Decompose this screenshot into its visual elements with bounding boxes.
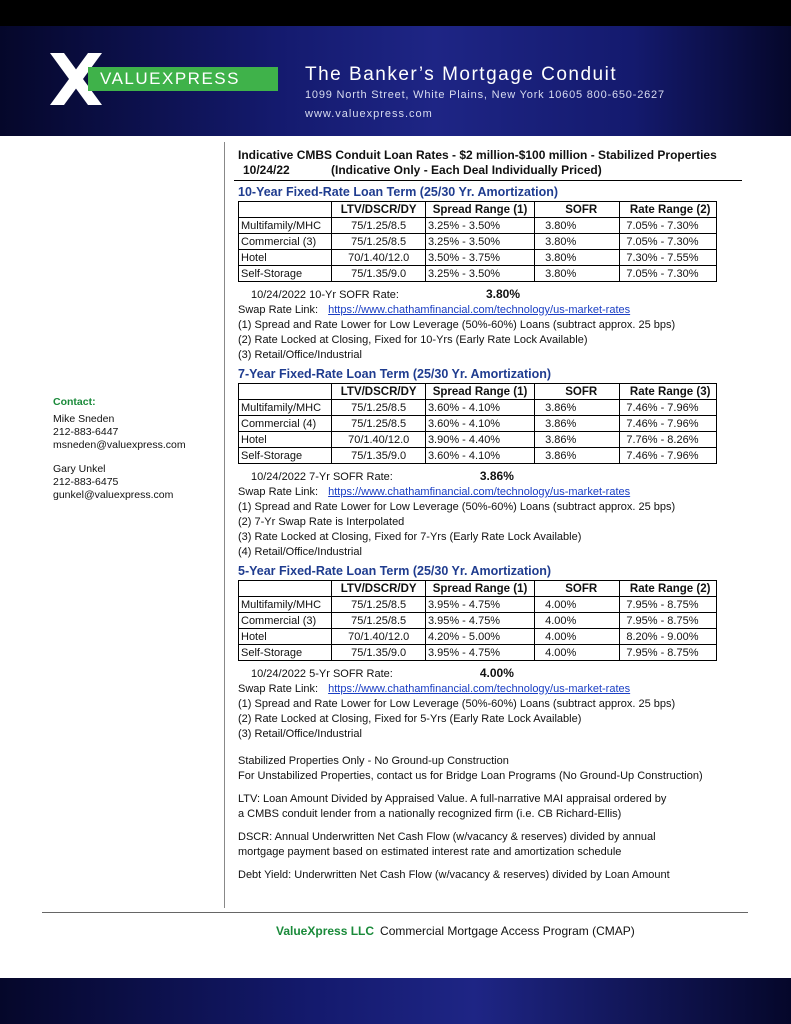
contact-email[interactable]: msneden@valuexpress.com <box>53 439 186 451</box>
cell-ltv-dscr-dy: 75/1.35/9.0 <box>332 448 426 464</box>
doc-subtitle: (Indicative Only - Each Deal Individually Priced) <box>331 163 602 177</box>
swap-rate-label: Swap Rate Link: <box>238 486 319 498</box>
note-line: (2) Rate Locked at Closing, Fixed for 10-Yrs (Early Rate Lock Available) <box>238 334 588 346</box>
main-content <box>238 148 743 891</box>
cell-ltv-dscr-dy: 75/1.25/8.5 <box>332 613 426 629</box>
contact-phone: 212-883-6447 <box>53 426 119 438</box>
header-sofr: SOFR <box>535 202 620 218</box>
swap-rate-link[interactable]: https://www.chathamfinancial.com/technology/us-market-rates <box>328 486 631 498</box>
rate-section <box>238 185 743 363</box>
table-row <box>239 416 717 432</box>
cell-sofr: 3.86% <box>535 432 620 448</box>
cell-property-type: Hotel <box>239 629 332 645</box>
cell-ltv-dscr-dy: 75/1.35/9.0 <box>332 266 426 282</box>
swap-rate-link[interactable]: https://www.chathamfinancial.com/technology/us-market-rates <box>328 304 631 316</box>
table-header-row <box>239 581 717 597</box>
note-line: (2) 7-Yr Swap Rate is Interpolated <box>238 516 405 528</box>
section-title: 7-Year Fixed-Rate Loan Term (25/30 Yr. Amortization) <box>238 367 552 381</box>
section-notes <box>238 287 743 363</box>
swap-rate-line <box>238 303 743 318</box>
cell-property-type: Multifamily/MHC <box>239 400 332 416</box>
footer-rule <box>42 912 748 913</box>
cell-sofr: 3.86% <box>535 400 620 416</box>
header-spread-range: Spread Range (1) <box>425 202 534 218</box>
cell-spread-range: 3.60% - 4.10% <box>425 448 534 464</box>
rate-section <box>238 367 743 560</box>
logo-wordmark: VALUEXPRESS <box>88 67 278 91</box>
cell-spread-range: 3.95% - 4.75% <box>425 597 534 613</box>
cell-rate-range: 7.76% - 8.26% <box>620 432 717 448</box>
cell-property-type: Multifamily/MHC <box>239 597 332 613</box>
cell-rate-range: 7.05% - 7.30% <box>620 234 717 250</box>
note-line: (3) Retail/Office/Industrial <box>238 349 362 361</box>
title-rule <box>234 180 742 181</box>
debt-yield-definition: Debt Yield: Underwritten Net Cash Flow (w/vacancy & reserves) divided by Loan Amount <box>238 869 670 881</box>
sofr-rate-label: 10/24/2022 10-Yr SOFR Rate: <box>251 289 399 301</box>
dscr-definition: DSCR: Annual Underwritten Net Cash Flow (w/vacancy & reserves) divided by annual <box>238 831 656 843</box>
header-spread-range: Spread Range (1) <box>425 384 534 400</box>
header-ltv-dscr-dy: LTV/DSCR/DY <box>332 581 426 597</box>
header-sofr: SOFR <box>535 384 620 400</box>
cell-spread-range: 4.20% - 5.00% <box>425 629 534 645</box>
header-ltv-dscr-dy: LTV/DSCR/DY <box>332 202 426 218</box>
header-website[interactable]: www.valuexpress.com <box>305 108 433 120</box>
header-rate-range: Rate Range (2) <box>620 202 717 218</box>
cell-rate-range: 7.46% - 7.96% <box>620 416 717 432</box>
cell-sofr: 3.80% <box>535 234 620 250</box>
cell-property-type: Self-Storage <box>239 266 332 282</box>
cell-sofr: 3.80% <box>535 218 620 234</box>
table-row <box>239 597 717 613</box>
dscr-definition-cont: mortgage payment based on estimated interest rate and amortization schedule <box>238 846 622 858</box>
footer-program: Commercial Mortgage Access Program (CMAP) <box>380 924 635 938</box>
cell-property-type: Commercial (3) <box>239 613 332 629</box>
cell-rate-range: 7.95% - 8.75% <box>620 645 717 661</box>
header-spread-range: Spread Range (1) <box>425 581 534 597</box>
cell-property-type: Commercial (3) <box>239 234 332 250</box>
cell-sofr: 4.00% <box>535 629 620 645</box>
cell-rate-range: 7.95% - 8.75% <box>620 613 717 629</box>
header-property-type <box>239 202 332 218</box>
cell-property-type: Self-Storage <box>239 448 332 464</box>
cell-property-type: Hotel <box>239 432 332 448</box>
ltv-definition: LTV: Loan Amount Divided by Appraised Value. A full-narrative MAI appraisal ordered by <box>238 793 667 805</box>
rate-table <box>238 383 717 464</box>
note-line: (1) Spread and Rate Lower for Low Leverage (50%-60%) Loans (subtract approx. 25 bps) <box>238 319 676 331</box>
doc-title: Indicative CMBS Conduit Loan Rates - $2 million-$100 million - Stabilized Properties <box>238 148 717 162</box>
cell-ltv-dscr-dy: 75/1.35/9.0 <box>332 645 426 661</box>
header-rate-range: Rate Range (2) <box>620 581 717 597</box>
header-rate-range: Rate Range (3) <box>620 384 717 400</box>
footer-text <box>276 924 635 938</box>
cell-property-type: Self-Storage <box>239 645 332 661</box>
table-row <box>239 432 717 448</box>
rate-sections <box>238 185 743 742</box>
rate-table <box>238 201 717 282</box>
table-row <box>239 250 717 266</box>
cell-rate-range: 7.46% - 7.96% <box>620 400 717 416</box>
sofr-rate-line <box>238 287 743 303</box>
unstabilized-note: For Unstabilized Properties, contact us for Bridge Loan Programs (No Ground-Up Construction) <box>238 770 703 782</box>
swap-rate-line <box>238 682 743 697</box>
section-notes <box>238 469 743 560</box>
footer-company: ValueXpress LLC <box>276 924 375 938</box>
contact-name: Gary Unkel <box>53 463 106 475</box>
cell-spread-range: 3.95% - 4.75% <box>425 613 534 629</box>
table-row <box>239 448 717 464</box>
cell-spread-range: 3.50% - 3.75% <box>425 250 534 266</box>
header-address: 1099 North Street, White Plains, New York 10605 800-650-2627 <box>305 89 665 101</box>
swap-rate-label: Swap Rate Link: <box>238 683 319 695</box>
sofr-rate-line <box>238 666 743 682</box>
cell-rate-range: 7.05% - 7.30% <box>620 266 717 282</box>
cell-property-type: Multifamily/MHC <box>239 218 332 234</box>
header-title: The Banker’s Mortgage Conduit <box>305 64 618 85</box>
cell-spread-range: 3.60% - 4.10% <box>425 416 534 432</box>
section-title: 10-Year Fixed-Rate Loan Term (25/30 Yr. Amortization) <box>238 185 559 199</box>
note-line: (1) Spread and Rate Lower for Low Leverage (50%-60%) Loans (subtract approx. 25 bps) <box>238 501 676 513</box>
cell-sofr: 4.00% <box>535 597 620 613</box>
rate-table <box>238 580 717 661</box>
cell-spread-range: 3.60% - 4.10% <box>425 400 534 416</box>
table-row <box>239 234 717 250</box>
table-header-row <box>239 384 717 400</box>
swap-rate-label: Swap Rate Link: <box>238 304 319 316</box>
header-banner <box>0 26 791 136</box>
rate-section <box>238 564 743 742</box>
cell-spread-range: 3.90% - 4.40% <box>425 432 534 448</box>
cell-sofr: 3.80% <box>535 250 620 266</box>
stabilized-note: Stabilized Properties Only - No Ground-up Construction <box>238 755 509 767</box>
sofr-rate-label: 10/24/2022 5-Yr SOFR Rate: <box>251 668 393 680</box>
cell-spread-range: 3.25% - 3.50% <box>425 234 534 250</box>
cell-ltv-dscr-dy: 75/1.25/8.5 <box>332 218 426 234</box>
cell-ltv-dscr-dy: 70/1.40/12.0 <box>332 629 426 645</box>
header-sofr: SOFR <box>535 581 620 597</box>
cell-spread-range: 3.95% - 4.75% <box>425 645 534 661</box>
cell-rate-range: 7.30% - 7.55% <box>620 250 717 266</box>
table-row <box>239 218 717 234</box>
ltv-definition-cont: a CMBS conduit lender from a nationally recognized firm (i.e. CB Richard-Ellis) <box>238 808 622 820</box>
swap-rate-line <box>238 485 743 500</box>
table-row <box>239 645 717 661</box>
sofr-rate-label: 10/24/2022 7-Yr SOFR Rate: <box>251 471 393 483</box>
table-row <box>239 400 717 416</box>
cell-ltv-dscr-dy: 75/1.25/8.5 <box>332 234 426 250</box>
sofr-rate-value: 4.00% <box>479 666 514 680</box>
section-notes <box>238 666 743 742</box>
footnotes <box>238 754 743 883</box>
cell-spread-range: 3.25% - 3.50% <box>425 218 534 234</box>
cell-sofr: 3.86% <box>535 416 620 432</box>
note-line: (3) Retail/Office/Industrial <box>238 728 362 740</box>
cell-spread-range: 3.25% - 3.50% <box>425 266 534 282</box>
header-ltv-dscr-dy: LTV/DSCR/DY <box>332 384 426 400</box>
cell-ltv-dscr-dy: 75/1.25/8.5 <box>332 400 426 416</box>
cell-sofr: 3.86% <box>535 448 620 464</box>
note-line: (3) Rate Locked at Closing, Fixed for 7-Yrs (Early Rate Lock Available) <box>238 531 582 543</box>
cell-sofr: 3.80% <box>535 266 620 282</box>
sofr-rate-value: 3.86% <box>479 469 514 483</box>
note-line: (2) Rate Locked at Closing, Fixed for 5-Yrs (Early Rate Lock Available) <box>238 713 582 725</box>
sofr-rate-value: 3.80% <box>485 287 520 301</box>
swap-rate-link[interactable]: https://www.chathamfinancial.com/technology/us-market-rates <box>328 683 631 695</box>
contact-panel <box>53 396 186 502</box>
cell-ltv-dscr-dy: 70/1.40/12.0 <box>332 432 426 448</box>
cell-ltv-dscr-dy: 75/1.25/8.5 <box>332 416 426 432</box>
cell-sofr: 4.00% <box>535 613 620 629</box>
contact-name: Mike Sneden <box>53 413 115 425</box>
cell-rate-range: 8.20% - 9.00% <box>620 629 717 645</box>
sofr-rate-line <box>238 469 743 485</box>
table-row <box>239 266 717 282</box>
cell-ltv-dscr-dy: 75/1.25/8.5 <box>332 597 426 613</box>
contact-label: Contact: <box>53 396 96 408</box>
cell-rate-range: 7.05% - 7.30% <box>620 218 717 234</box>
cell-rate-range: 7.95% - 8.75% <box>620 597 717 613</box>
doc-subheading <box>238 163 743 178</box>
table-row <box>239 629 717 645</box>
cell-property-type: Hotel <box>239 250 332 266</box>
table-header-row <box>239 202 717 218</box>
note-line: (4) Retail/Office/Industrial <box>238 546 362 558</box>
contact-email[interactable]: gunkel@valuexpress.com <box>53 489 174 501</box>
cell-ltv-dscr-dy: 70/1.40/12.0 <box>332 250 426 266</box>
section-title: 5-Year Fixed-Rate Loan Term (25/30 Yr. Amortization) <box>238 564 552 578</box>
contact-phone: 212-883-6475 <box>53 476 119 488</box>
header-property-type <box>239 384 332 400</box>
cell-property-type: Commercial (4) <box>239 416 332 432</box>
doc-date: 10/24/22 <box>243 163 290 177</box>
table-row <box>239 613 717 629</box>
top-black-bar <box>0 0 791 26</box>
vertical-divider <box>224 142 225 908</box>
cell-rate-range: 7.46% - 7.96% <box>620 448 717 464</box>
bottom-band <box>0 978 791 1024</box>
header-property-type <box>239 581 332 597</box>
note-line: (1) Spread and Rate Lower for Low Leverage (50%-60%) Loans (subtract approx. 25 bps) <box>238 698 676 710</box>
cell-sofr: 4.00% <box>535 645 620 661</box>
